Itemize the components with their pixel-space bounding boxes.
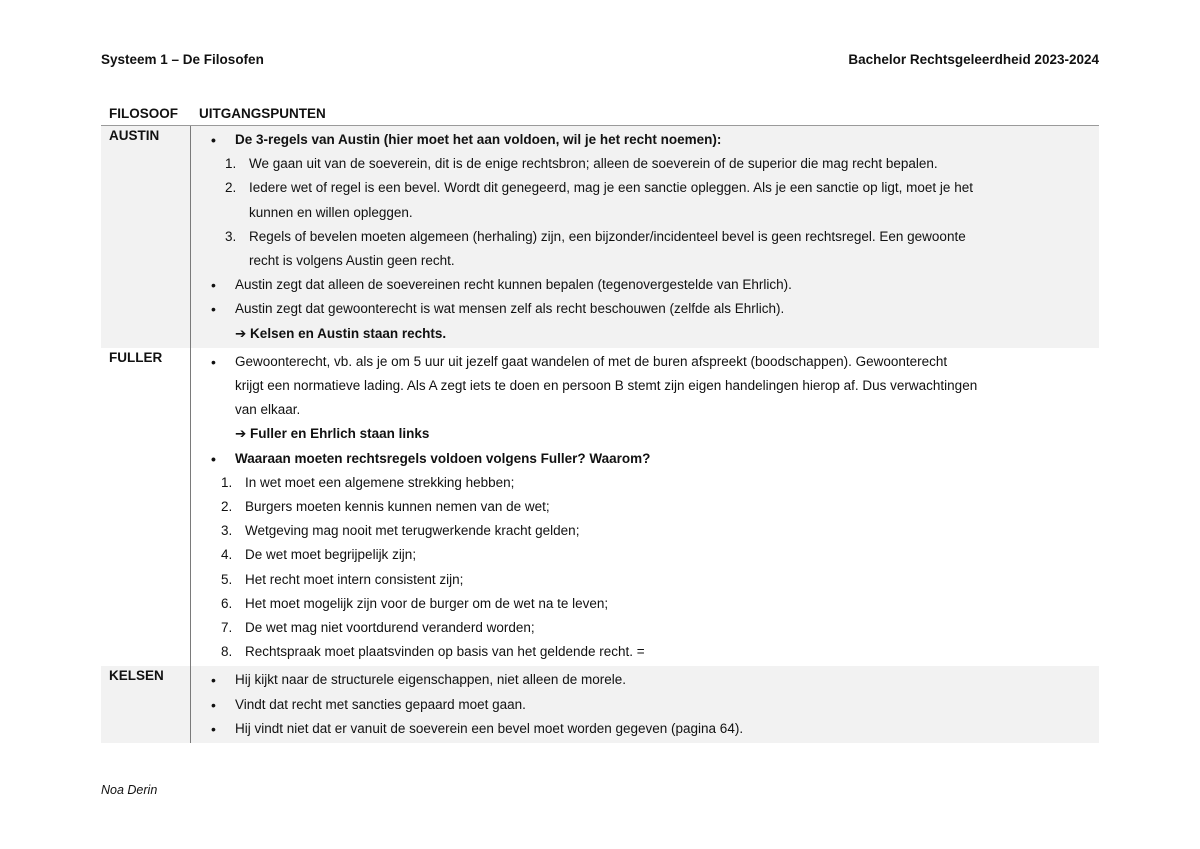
list-item: 5. Het recht moet intern consistent zijn; — [221, 571, 464, 587]
list-item: 1. We gaan uit van de soeverein, dit is de enige rechtsbron; alleen de soeverein of de superior die mag recht bepalen. — [225, 156, 938, 172]
table-row-austin — [101, 126, 1099, 348]
list-item: 3. Regels of bevelen moeten algemeen (herhaling) zijn, een bijzonder/incidenteel bevel is geen rechtsregel. Een gewoonte — [225, 228, 966, 244]
philosophers-table — [101, 102, 1099, 743]
list-item: 4. De wet moet begrijpelijk zijn; — [221, 547, 417, 563]
table-row-fuller — [101, 348, 1099, 667]
list-item: • Gewoonterecht, vb. als je om 5 uur uit jezelf gaat wandelen of met de buren afspreekt (boodschappen). Gewoonterecht — [191, 350, 1091, 374]
column-header-filosoof: FILOSOOF — [109, 106, 178, 121]
header-course: Bachelor Rechtsgeleerdheid 2023-2024 — [848, 52, 1099, 67]
table-row-kelsen — [101, 666, 1099, 743]
conclusion-arrow: ➔ Fuller en Ehrlich staan links — [235, 426, 430, 442]
philosopher-name: AUSTIN — [101, 126, 191, 348]
list-item: 3. Wetgeving mag nooit met terugwerkende kracht gelden; — [221, 523, 580, 539]
list-item: • De 3-regels van Austin (hier moet het aan voldoen, wil je het recht noemen): — [191, 128, 1091, 152]
list-item-continuation: kunnen en willen opleggen. — [249, 204, 413, 220]
conclusion-arrow: ➔ Kelsen en Austin staan rechts. — [235, 325, 447, 341]
list-item: • Vindt dat recht met sancties gepaard moet gaan. — [191, 693, 1091, 717]
list-item: • Hij kijkt naar de structurele eigenschappen, niet alleen de morele. — [191, 668, 1091, 692]
philosopher-name: KELSEN — [101, 666, 191, 743]
principles-cell — [191, 348, 1099, 667]
list-item: 7. De wet mag niet voortdurend veranderd worden; — [221, 620, 535, 636]
list-item: 6. Het moet mogelijk zijn voor de burger om de wet na te leven; — [221, 595, 609, 611]
list-item: • Hij vindt niet dat er vanuit de soeverein een bevel moet worden gegeven (pagina 64). — [191, 717, 1091, 741]
list-item: • Austin zegt dat gewoonterecht is wat mensen zelf als recht beschouwen (zelfde als Ehrlich). — [191, 297, 1091, 321]
list-item: 8. Rechtspraak moet plaatsvinden op basis van het geldende recht. = — [221, 644, 645, 660]
list-item-continuation: recht is volgens Austin geen recht. — [249, 253, 455, 269]
list-item: • Waaraan moeten rechtsregels voldoen volgens Fuller? Waarom? — [191, 447, 1091, 471]
list-item: • Austin zegt dat alleen de soevereinen recht kunnen bepalen (tegenovergestelde van Ehrlich). — [191, 273, 1091, 297]
header-title: Systeem 1 – De Filosofen — [101, 52, 264, 67]
principles-cell — [191, 666, 1099, 743]
philosopher-name: FULLER — [101, 348, 191, 667]
principles-cell — [191, 126, 1099, 348]
table-header — [101, 102, 1099, 126]
column-header-uitgangspunten: UITGANGSPUNTEN — [199, 106, 326, 121]
list-item-continuation: van elkaar. — [235, 402, 301, 418]
footer-author: Noa Derin — [101, 783, 158, 797]
list-item-continuation: krijgt een normatieve lading. Als A zegt iets te doen en persoon B stemt zijn eigen handelingen hierop af. Dus verwachtingen — [235, 378, 978, 394]
list-item: 2. Iedere wet of regel is een bevel. Wordt dit genegeerd, mag je een sanctie opleggen. Als je een sanctie op ligt, moet je het — [225, 180, 973, 196]
page-header — [101, 52, 1099, 72]
list-item: 2. Burgers moeten kennis kunnen nemen van de wet; — [221, 499, 550, 515]
list-item: 1. In wet moet een algemene strekking hebben; — [221, 474, 515, 490]
